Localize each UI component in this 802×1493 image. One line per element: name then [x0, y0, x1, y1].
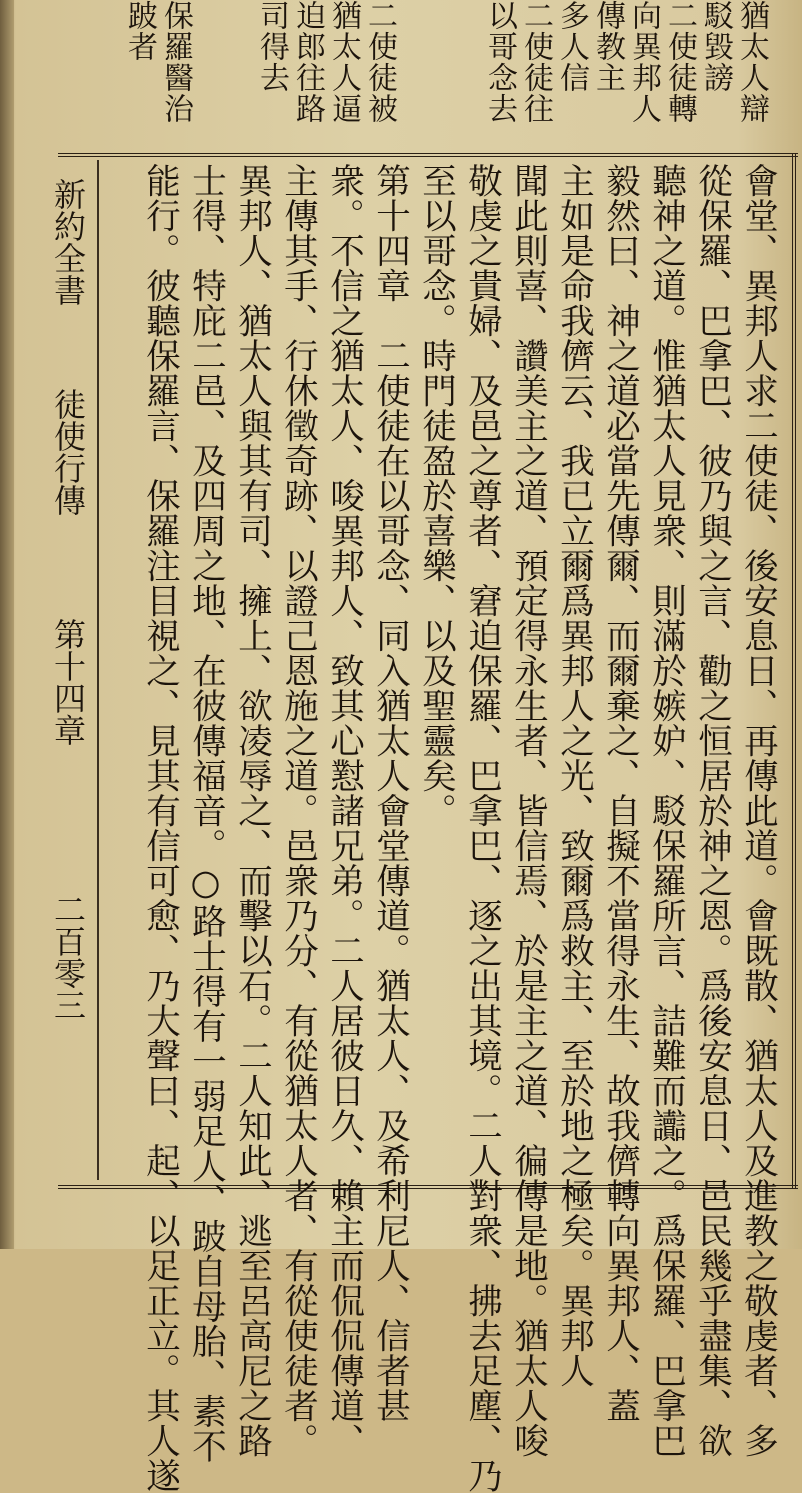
section-title: 徒使行傳 — [49, 388, 87, 516]
text-column: 主傳其手、行休徵奇跡、以證己恩施之道。邑衆乃分、有從猶太人者、有從使徒者。 — [277, 163, 318, 1458]
header-note: 駁毀謗 — [698, 0, 733, 93]
header-note: 二使徒往 — [518, 0, 553, 124]
text-column: 毅然曰、神之道必當先傳爾、而爾棄之、自擬不當得永生、故我儕轉向異邦人、蓋 — [599, 163, 640, 1423]
text-column: 第十四章 二使徒在以哥念、同入猶太人會堂傳道。猶太人、及希利尼人、信者甚 — [369, 163, 410, 1423]
header-note: 向異邦人 — [626, 0, 661, 124]
header-note: 迫郎往路 — [290, 0, 325, 124]
chapter-label: 第十四章 — [49, 618, 87, 746]
text-column: 敬虔之貴婦、及邑之尊者、窘迫保羅、巴拿巴、逐之出其境。二人對衆、拂去足塵、乃 — [461, 163, 502, 1493]
header-note: 猶太人逼 — [326, 0, 361, 124]
text-column: 從保羅、巴拿巴、彼乃與之言、勸之恒居於神之恩。爲後安息日、邑民幾乎盡集、欲 — [691, 163, 732, 1458]
header-note: 司得去 — [254, 0, 289, 93]
header-note: 跛者 — [122, 0, 157, 62]
text-column: 主如是命我儕云、我已立爾爲異邦人之光、致爾爲救主、至於地之極矣。異邦人 — [553, 163, 594, 1388]
header-note: 二使徒被 — [362, 0, 397, 124]
page-footer — [49, 178, 94, 1178]
header-notes — [0, 0, 802, 150]
text-column: 聽神之道。惟猶太人見衆、則滿於嫉妒、駁保羅所言、詰難而讟之。爲保羅、巴拿巴 — [645, 163, 686, 1458]
text-column: 士得、特庇二邑、及四周之地、在彼傳福音。○路士得有一弱足人、跛自母胎、素不 — [185, 163, 226, 1464]
text-column: 衆。不信之猶太人、唆異邦人、致其心懟諸兄弟。二人居彼日久、賴主而侃侃傳道、 — [323, 163, 364, 1458]
frame-right-rule — [792, 153, 796, 1189]
header-note: 二使徒轉 — [662, 0, 697, 124]
header-note: 猶太人辯 — [734, 0, 769, 124]
main-text — [100, 163, 790, 1493]
frame-top-rule — [58, 153, 798, 157]
header-note: 以哥念去 — [482, 0, 517, 124]
text-column: 會堂、異邦人求二使徒、後安息日、再傳此道。會既散、猶太人及進教之敬虔者、多 — [737, 163, 778, 1458]
text-column: 能行。彼聽保羅言、保羅注目視之、見其有信可愈、乃大聲曰、起、以足正立。其人遂 — [139, 163, 180, 1493]
header-note: 傳教主 — [590, 0, 625, 93]
page-number: 二百零三 — [49, 893, 87, 1021]
book-title: 新約全書 — [49, 178, 87, 306]
text-column: 至以哥念。時門徒盈於喜樂、以及聖靈矣。 — [415, 163, 456, 828]
footer-divider — [97, 160, 99, 1180]
text-column: 異邦人、猶太人與其有司、擁上、欲凌辱之、而擊以石。二人知此、逃至呂高尼之路 — [231, 163, 272, 1458]
header-note: 保羅醫治 — [158, 0, 193, 124]
book-spine — [0, 0, 14, 1249]
header-note: 多人信 — [554, 0, 589, 93]
text-column: 聞此則喜、讚美主之道、預定得永生者、皆信焉、於是主之道、徧傳是地。猶太人唆 — [507, 163, 548, 1458]
